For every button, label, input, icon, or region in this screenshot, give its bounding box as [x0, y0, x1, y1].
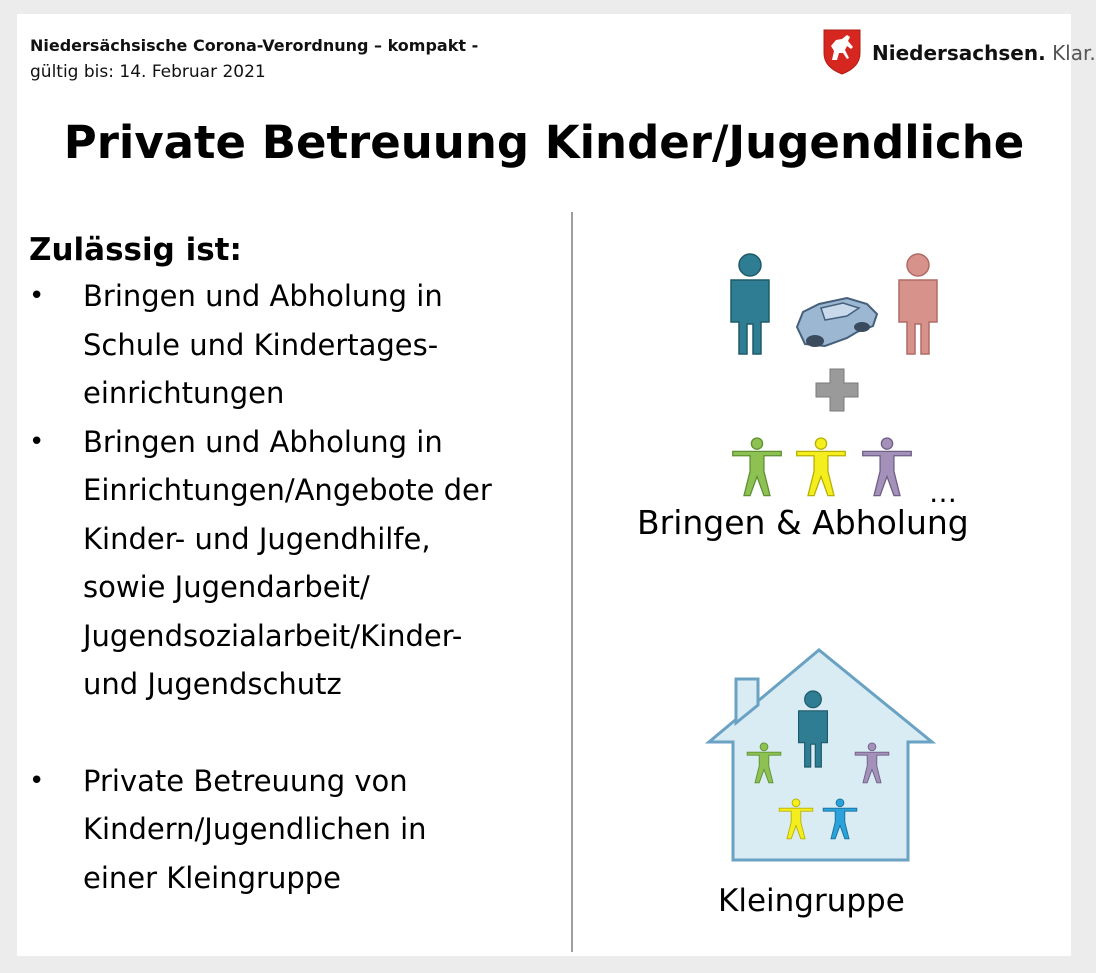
bullet-line: einrichtungen — [83, 376, 285, 410]
bullet-line: Kinder- und Jugendhilfe, — [83, 521, 431, 556]
list-item — [29, 418, 569, 709]
bullet-line: Einrichtungen/Angebote der — [83, 473, 492, 507]
bullet-line: und Jugendschutz — [83, 667, 342, 701]
brand-name: Niedersachsen. — [872, 41, 1046, 65]
house-illustration — [702, 647, 937, 865]
transport-illustration — [697, 234, 967, 509]
lower-saxony-horse-icon — [822, 27, 862, 75]
car-icon — [797, 298, 877, 347]
allowed-heading: Zulässig ist: — [29, 232, 242, 268]
bullet-line: Bringen und Abholung in — [83, 279, 443, 313]
allowed-list — [29, 272, 569, 902]
plus-icon — [816, 369, 858, 411]
bullet-line: einer Kleingruppe — [83, 860, 341, 895]
bullet-symbol: • — [29, 281, 45, 311]
group-caption: Kleingruppe — [718, 883, 905, 919]
page-title: Private Betreuung Kinder/Jugendliche — [63, 116, 1025, 169]
bullet-line: Kindern/Jugendlichen in — [83, 812, 427, 846]
bullet-symbol: • — [29, 765, 45, 796]
column-divider — [571, 212, 573, 952]
bullet-line: Jugendsozialarbeit/Kinder- — [83, 618, 463, 653]
bullet-line: Private Betreuung von — [83, 763, 408, 798]
adult-teal-icon — [731, 254, 769, 354]
child-purple-icon — [863, 438, 912, 496]
bullet-line: sowie Jugendarbeit/ — [83, 570, 370, 604]
bullet-line: Bringen und Abholung in — [83, 424, 443, 459]
header-validity: gültig bis: 14. Februar 2021 — [30, 62, 266, 82]
list-item — [29, 272, 569, 418]
child-green-icon — [733, 438, 782, 496]
adult-pink-icon — [899, 254, 937, 354]
list-item — [29, 757, 569, 903]
bullet-line: Schule und Kindertages- — [83, 327, 439, 362]
transport-caption: Bringen & Abholung — [637, 503, 969, 542]
allowed-section — [29, 228, 569, 902]
brand-slogan: Klar. — [1052, 41, 1096, 65]
header-title: Niedersächsische Corona-Verordnung – kompakt - — [30, 36, 479, 55]
more-ellipsis: … — [929, 476, 957, 509]
child-yellow-icon — [797, 438, 846, 496]
brand-logo — [822, 27, 1096, 77]
slide — [17, 14, 1096, 956]
bullet-symbol: • — [29, 426, 45, 457]
